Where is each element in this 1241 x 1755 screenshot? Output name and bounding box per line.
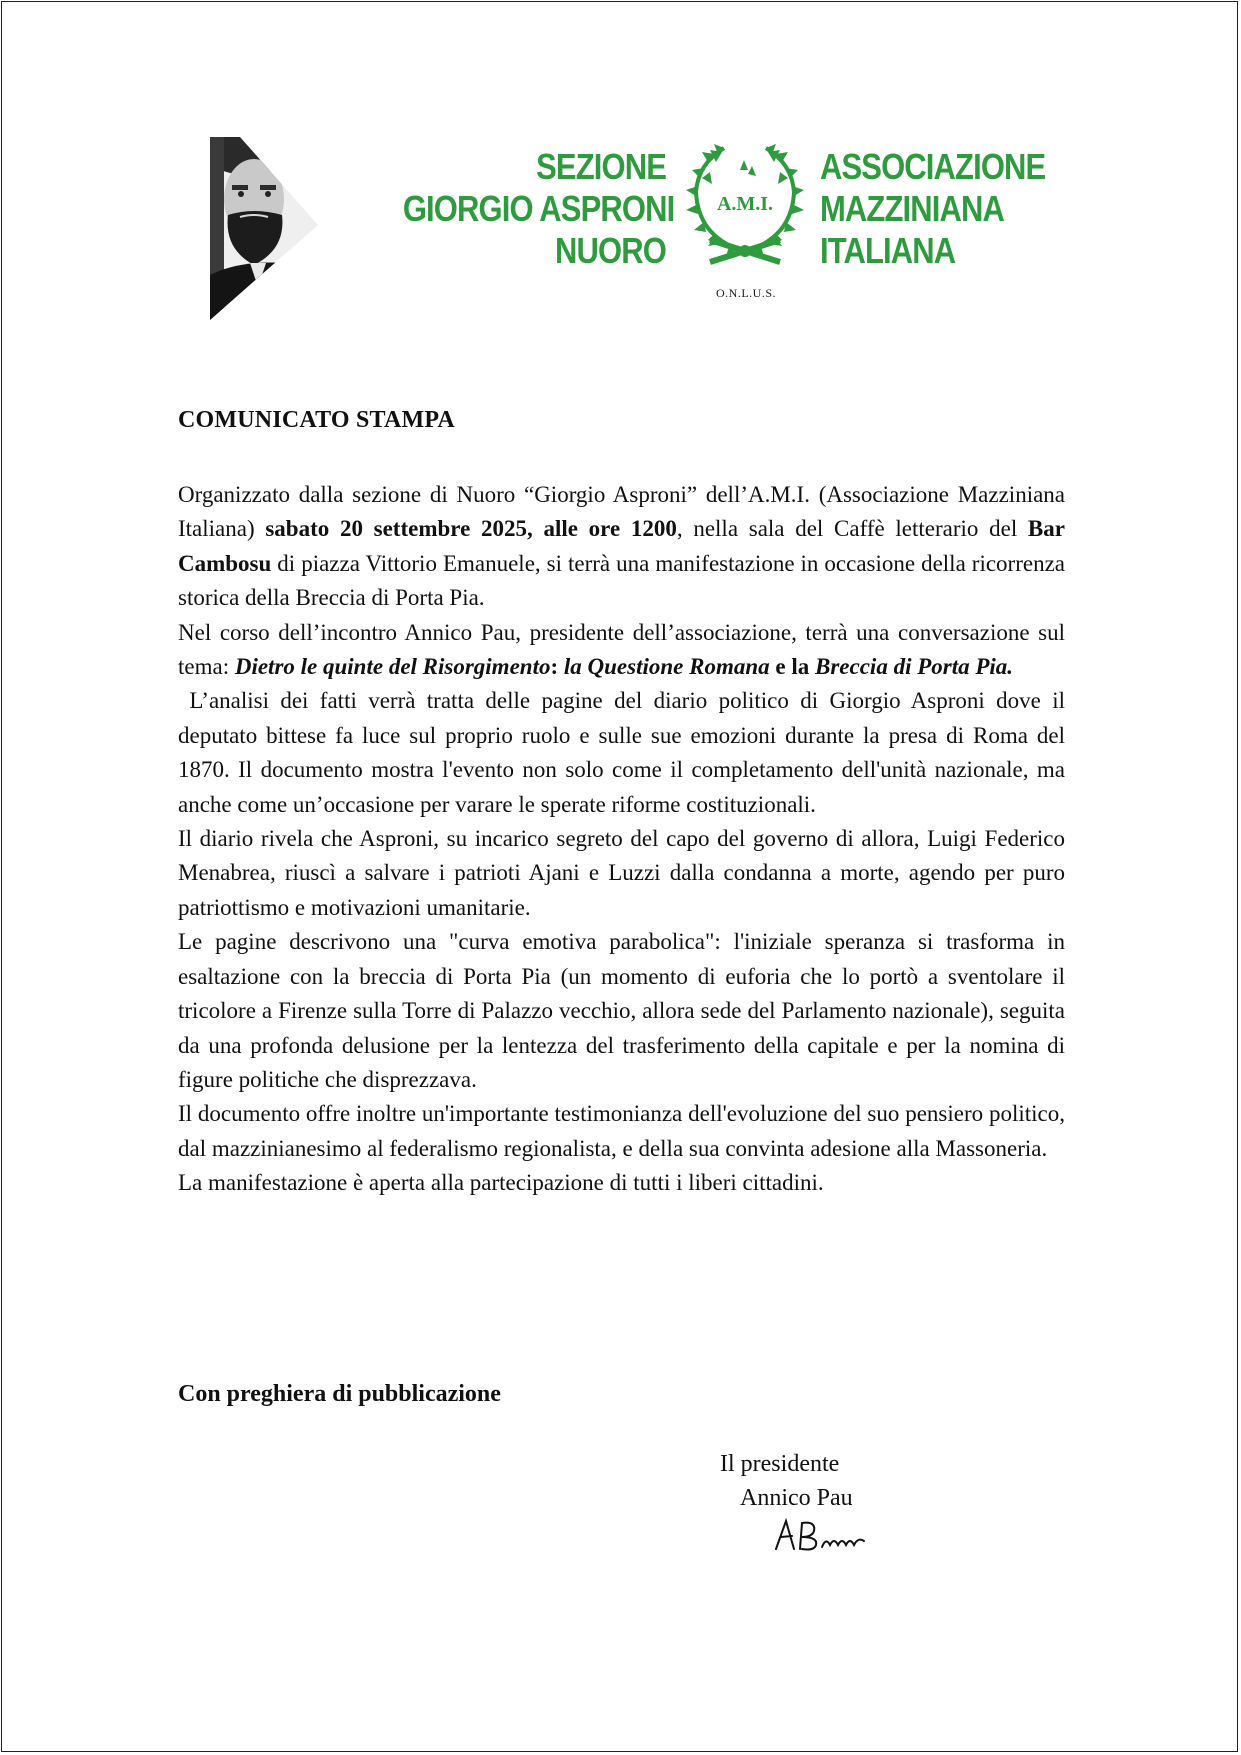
publication-request: Con preghiera di pubblicazione — [178, 1381, 501, 1407]
portrait-image — [210, 137, 318, 320]
section-name-line: GIORGIO ASPRONI — [402, 188, 675, 229]
text-run: La manifestazione è aperta alla partecipazione di tutti i liberi cittadini. — [178, 1170, 824, 1196]
signer-role: Il presidente — [720, 1451, 840, 1477]
text-run: Il documento offre inoltre un'importante testimonianza dell'evoluzione del suo pensiero politico, dal mazzinianesimo al federalismo regionalista, e della sua convinta adesione alla Massoneria. — [178, 1101, 1065, 1161]
text-run: di piazza Vittorio Emanuele, si terrà una manifestazione in occasione della ricorrenza storica della Breccia di Porta Pia. — [178, 550, 1065, 611]
venue-name: Bar Cambosu — [178, 516, 1065, 576]
paragraph — [178, 1166, 1065, 1200]
association-name-line: MAZZINIANA — [820, 188, 1005, 229]
text-run: Nel corso dell’incontro Annico Pau, presidente dell’associazione, terrà una conversazione sul tema: — [178, 619, 1065, 680]
press-release-body — [178, 478, 1071, 1201]
association-name — [820, 146, 1104, 272]
document-title: COMUNICATO STAMPA — [178, 407, 455, 433]
event-date: sabato 20 settembre 2025, alle ore 1200 — [265, 516, 677, 542]
paragraph — [178, 1097, 1065, 1166]
text-run: Le pagine descrivono una "curva emotiva parabolica": l'iniziale speranza si trasforma in esaltazione con la breccia di Porta Pia (un momento di euforia che lo portò a sventolare il tricolore a Firenze sulla Torre di Palazzo vecchio, allora sede del Parlamento nazionale), seguita da una profonda delusione per la lentezza del trasferimento della capitale e per la nomina di figure politiche che disprezzava. — [178, 929, 1065, 1092]
talk-title: Dietro le quinte del Risorgimento — [234, 654, 551, 680]
onlus-label: O.N.L.U.S. — [715, 286, 776, 300]
talk-title: la Questione Romana — [563, 654, 770, 680]
paragraph — [178, 616, 1065, 685]
ami-emblem-logo — [680, 140, 810, 272]
signature-block — [720, 1447, 853, 1515]
association-name-line: ASSOCIAZIONE — [820, 146, 1046, 187]
text-run: : — [550, 654, 564, 680]
association-name-line: ITALIANA — [820, 230, 956, 271]
section-name-line: SEZIONE — [536, 146, 666, 187]
signer-name: Annico Pau — [740, 1485, 853, 1511]
paragraph — [178, 478, 1065, 616]
text-run: L’analisi dei fatti verrà tratta delle pagine del diario politico di Giorgio Asproni dove il deputato bittese fa luce sul proprio ruolo e sulle sue emozioni durante la presa di Roma del 1870. Il documento mostra l'evento non solo come il completamento dell'unità nazionale, ma anche come un’occasione per varare le sperate riforme costituzionali. — [178, 688, 1071, 817]
handwritten-signature — [772, 1515, 872, 1555]
text-run: , nella sala del Caffè letterario del — [676, 516, 1028, 542]
paragraph — [178, 925, 1065, 1097]
paragraph — [178, 684, 1071, 822]
section-name — [402, 146, 675, 272]
talk-title: Breccia di Porta Pia. — [815, 654, 1014, 680]
section-name-line: NUORO — [555, 230, 666, 271]
emblem-text: A.M.I. — [716, 193, 774, 215]
paragraph — [178, 822, 1065, 925]
text-run: e la — [769, 654, 816, 680]
text-run: Il diario rivela che Asproni, su incarico segreto del capo del governo di allora, Luigi Federico Menabrea, riuscì a salvare i patrioti Ajani e Luzzi dalla condanna a morte, agendo per puro patriottismo e motivazioni umanitarie. — [178, 826, 1065, 920]
text-run: Organizzato dalla sezione di Nuoro “Giorgio Asproni” dell’A.M.I. (Associazione Mazziniana Italiana) — [178, 482, 1065, 542]
